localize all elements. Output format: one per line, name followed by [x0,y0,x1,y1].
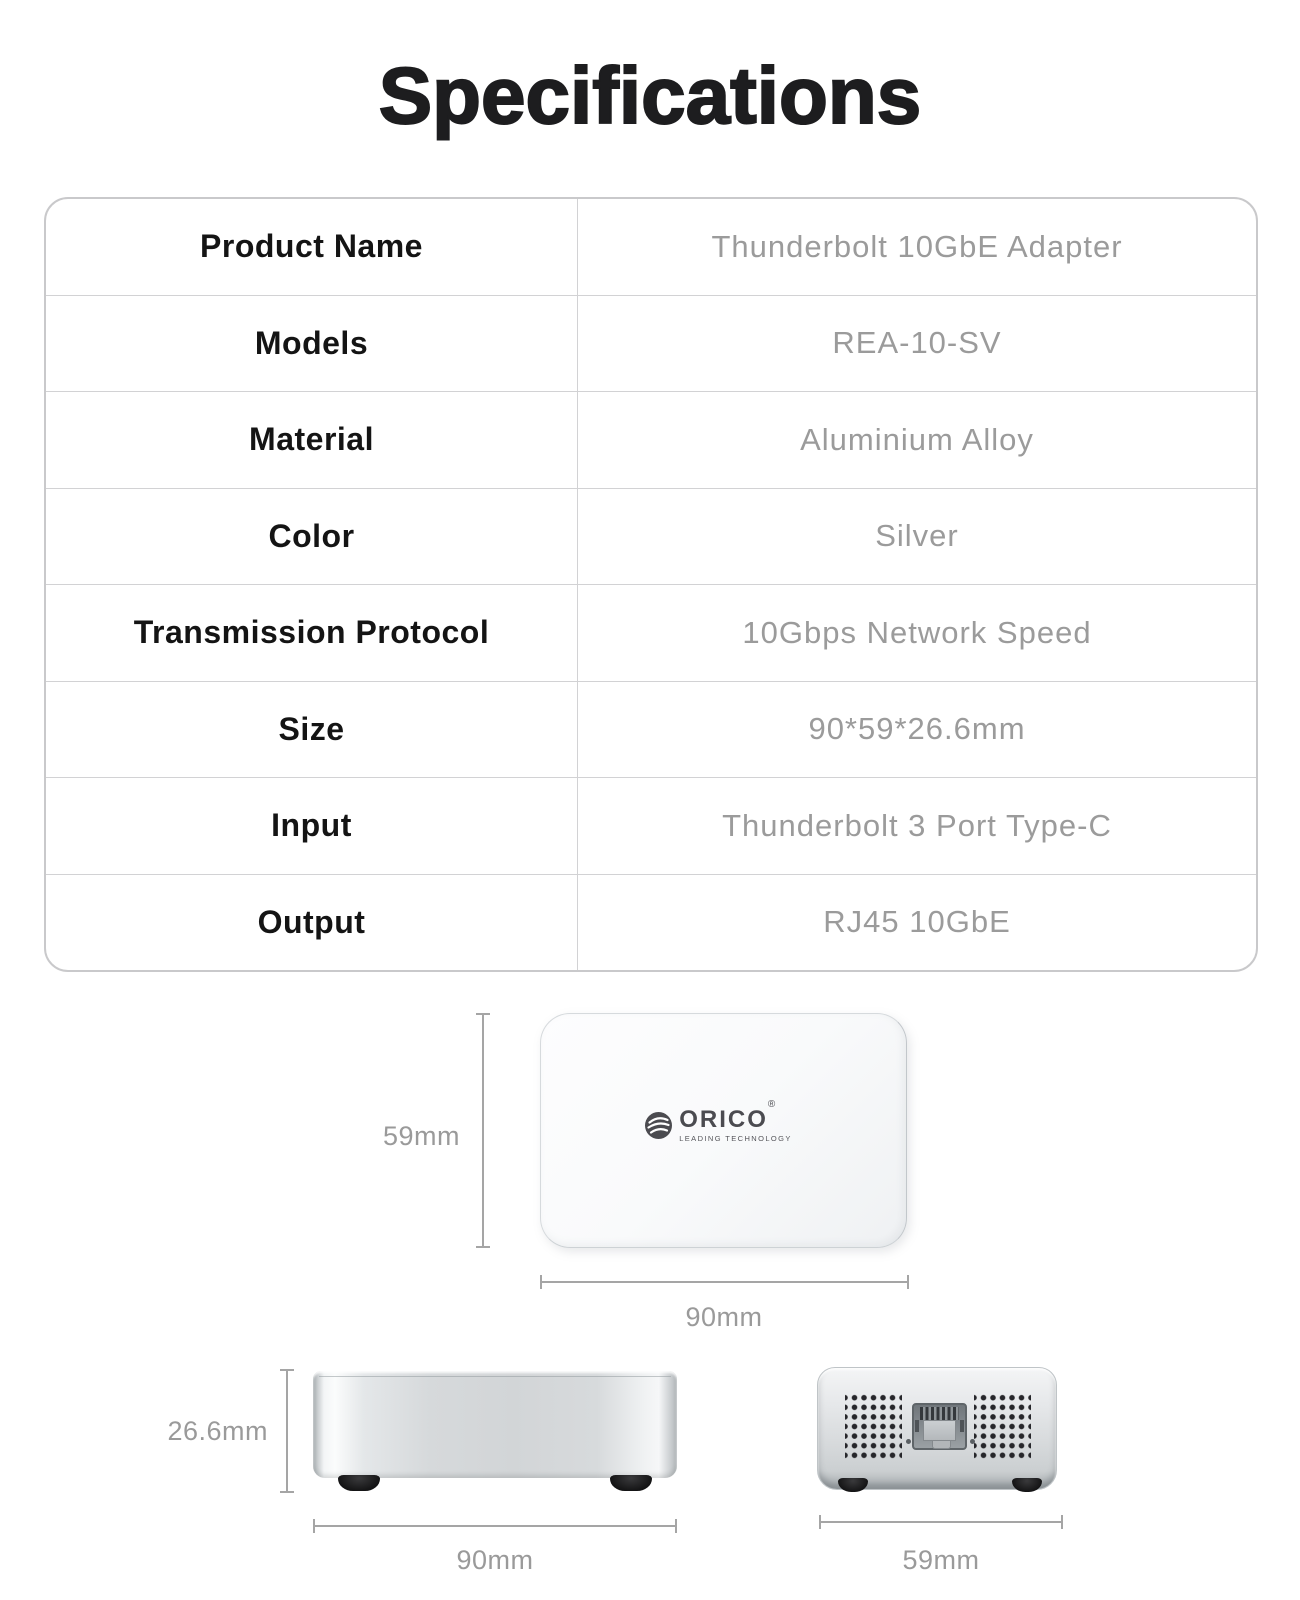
side-view-height-dimension-line [286,1369,288,1493]
rubber-foot [338,1475,380,1491]
table-row [46,875,1256,971]
spec-label-cell: Product Name [46,199,578,295]
table-row [46,778,1256,875]
side-view-height-dimension-label: 26.6mm [167,1416,268,1446]
registered-mark: ® [767,1099,776,1111]
rubber-foot [838,1478,868,1492]
rj45-clip-tab [932,1441,951,1449]
spec-label-cell: Output [46,875,578,971]
device-lid-seam [319,1376,671,1377]
rj45-pins [920,1407,959,1420]
orico-wordmark: ORICO [679,1106,768,1134]
rear-view-width-dimension-line [819,1521,1063,1523]
spec-table [44,197,1258,972]
rj45-port [912,1403,967,1450]
orico-tagline: LEADING TECHNOLOGY [679,1134,792,1144]
page-title: Specifications [378,51,922,140]
orico-logo [645,1099,792,1144]
vent-grid-right [974,1393,1031,1460]
spec-label-cell: Models [46,296,578,392]
screw-right [970,1439,975,1444]
spec-label-cell: Transmission Protocol [46,585,578,681]
top-view-width-dimension-line [540,1281,909,1283]
table-row [46,585,1256,682]
top-view-height-dimension-line [482,1013,484,1248]
table-row [46,199,1256,296]
table-row [46,296,1256,393]
spec-value-cell: Thunderbolt 3 Port Type-C [722,807,1112,843]
vent-grid-left [845,1393,902,1460]
spec-value-cell: Thunderbolt 10GbE Adapter [711,228,1123,264]
device-rear-view [817,1367,1057,1490]
orico-logo-icon [645,1112,672,1139]
spec-value-cell: 10Gbps Network Speed [742,614,1092,650]
spec-value-cell: 90*59*26.6mm [808,711,1026,747]
side-view-width-dimension-line [313,1525,677,1527]
rj45-notch [960,1420,964,1432]
spec-label-cell: Size [46,682,578,778]
spec-value-cell: REA-10-SV [832,325,1002,361]
spec-label-cell: Input [46,778,578,874]
rear-view-width-dimension-label: 59mm [902,1545,980,1575]
side-view-width-dimension-label: 90mm [456,1545,534,1575]
spec-label-cell: Material [46,392,578,488]
table-row [46,682,1256,779]
spec-value-cell: RJ45 10GbE [823,904,1011,940]
orico-wordmark-block [679,1099,792,1144]
table-row [46,489,1256,586]
top-view-height-dimension-label: 59mm [382,1121,460,1151]
device-side-view [313,1371,677,1478]
spec-value-cell: Aluminium Alloy [800,421,1034,457]
spec-value-cell: Silver [875,518,959,554]
spec-label-cell: Color [46,489,578,585]
rj45-notch [915,1420,919,1432]
top-view-width-dimension-label: 90mm [685,1302,763,1332]
rj45-clip [923,1420,956,1441]
table-row [46,392,1256,489]
rubber-foot [610,1475,652,1491]
rubber-foot [1012,1478,1042,1492]
device-top-view [540,1013,907,1248]
screw-left [906,1439,911,1444]
